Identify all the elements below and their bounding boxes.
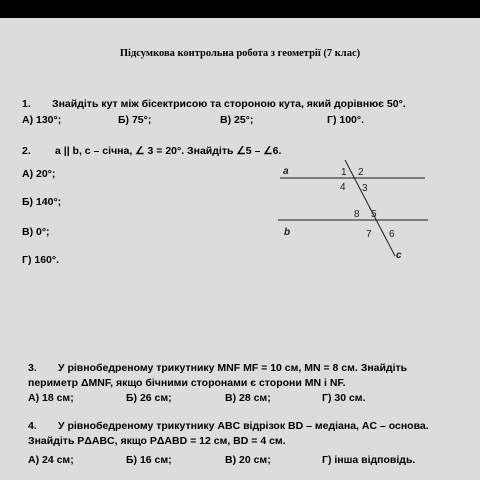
label-c: c [396, 250, 402, 261]
angle-5: 5 [371, 209, 377, 220]
angle-1: 1 [341, 167, 347, 178]
question-4-line-1: У рівнобедреному трикутнику ABC відрізок BD – медіана, AC – основа. [58, 420, 429, 432]
question-4-line-2: Знайдіть PΔABC, якщо PΔABD = 12 см, BD = 4 см. [28, 435, 286, 447]
label-b: b [284, 227, 291, 238]
question-2-option-c: В) 0°; [22, 226, 50, 238]
question-4-option-c: В) 20 см; [225, 454, 271, 466]
question-1-text: Знайдіть кут між бісектрисою та стороною кута, який дорівнює 50°. [52, 98, 406, 110]
question-1-option-c: В) 25°; [220, 114, 254, 126]
question-1-option-a: А) 130°; [22, 114, 62, 126]
angle-6: 6 [389, 229, 395, 240]
question-2-option-a: А) 20°; [22, 168, 56, 180]
question-3-line-2: периметр ΔMNF, якщо бічними сторонами є сторони MN і NF. [28, 377, 346, 389]
question-1-number: 1. [22, 98, 31, 110]
question-3-line-1: У рівнобедреному трикутнику MNF MF = 10 см, MN = 8 см. Знайдіть [58, 362, 408, 374]
label-a: a [283, 166, 289, 177]
question-2-number: 2. [22, 145, 31, 157]
line-c [345, 160, 395, 256]
question-4-option-a: А) 24 см; [28, 454, 74, 466]
angle-3: 3 [362, 183, 368, 194]
question-3-number: 3. [28, 362, 37, 374]
question-1-option-d: Г) 100°. [327, 114, 365, 126]
question-4-number: 4. [28, 420, 37, 432]
angle-4: 4 [340, 182, 346, 193]
question-2-option-b: Б) 140°; [22, 196, 62, 208]
question-2-text: a || b, c – січна, ∠ 3 = 20°. Знайдіть ∠5 – ∠6. [55, 145, 282, 157]
question-3-option-a: А) 18 см; [28, 392, 74, 404]
page-title: Підсумкова контрольна робота з геометрії (7 клас) [119, 48, 361, 59]
parallel-lines-figure [270, 140, 430, 270]
question-2-option-d: Г) 160°. [22, 254, 60, 266]
angle-2: 2 [358, 167, 364, 178]
question-1-option-b: Б) 75°; [118, 114, 152, 126]
question-4-option-d: Г) інша відповідь. [322, 454, 416, 466]
question-3-option-c: В) 28 см; [225, 392, 271, 404]
question-4-option-b: Б) 16 см; [126, 454, 172, 466]
question-3-option-b: Б) 26 см; [126, 392, 172, 404]
angle-8: 8 [354, 209, 360, 220]
angle-7: 7 [366, 229, 372, 240]
question-3-option-d: Г) 30 см. [322, 392, 366, 404]
